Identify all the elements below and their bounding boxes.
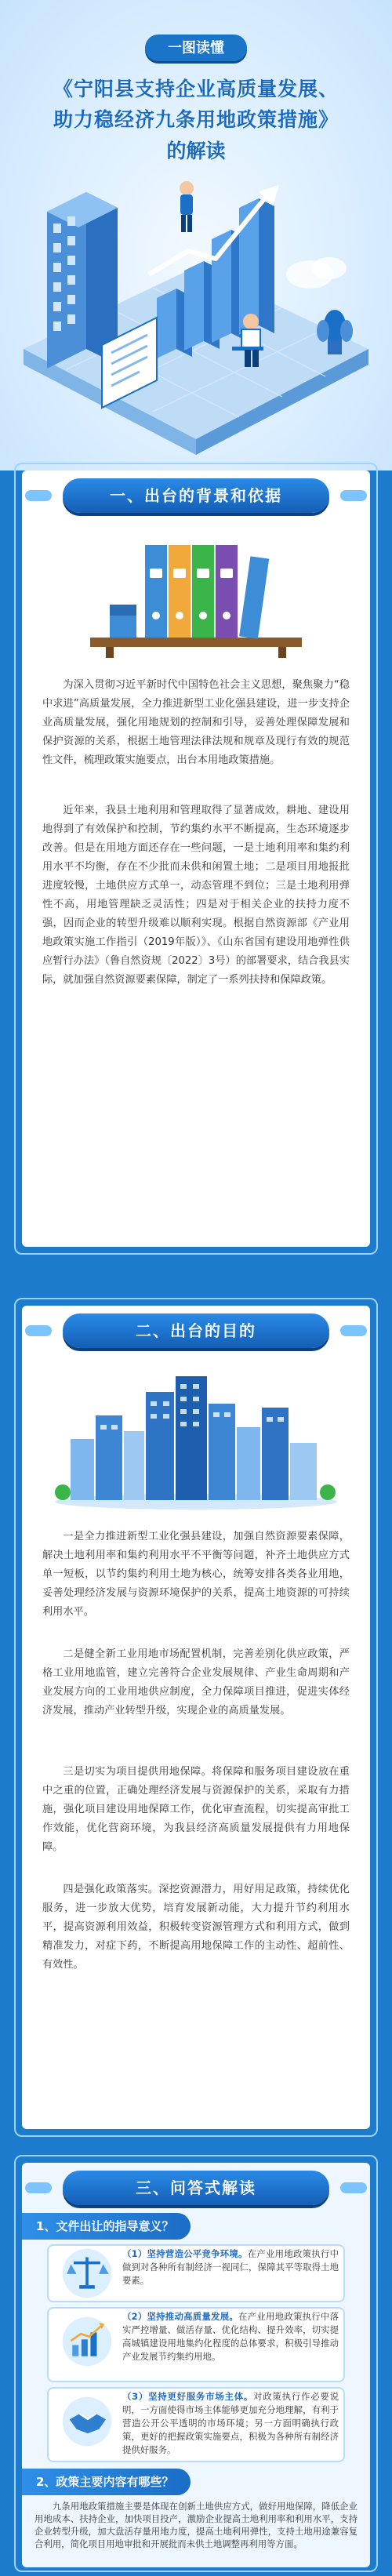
binder-green <box>192 545 214 638</box>
section-1-paragraph-1: 为深入贯彻习近平新时代中国特色社会主义思想，聚焦聚力“稳中求进”高质量发展，全力推进新型工业化强县建设，进一步支持企业高质量发展，强化用地规划的控制和引导，妥善处理保障发展和保护资源的关系，根据土地管理法律法规和规章及现行有效的规范性文件，梳理政策实施要点，出台本用地政策措施。 <box>42 679 350 766</box>
answer-card-1-title: （1）坚持营造公平竞争环境。 <box>122 2248 248 2259</box>
section-2-paragraph-1: 一是全力推进新型工业化强县建设，加强自然资源要素保障，解决土地利用率和集约利用水平不平衡等问题，补齐土地供应方式单一短板，以节约集约利用土地为核心，统筹安排各类各业用地，妥善处理经济发展与资源环境保护的关系，提高土地资源的可持续利用水平。 <box>42 1531 350 1618</box>
question-1-tag: 1、文件出让的指导意义？ <box>22 2213 191 2240</box>
question-2-tag: 2、政策主要内容有哪些？ <box>22 2469 191 2495</box>
section-2-paragraph-3: 三是切实为项目提供用地保障。将保障和服务项目建设放在重中之重的位置，正确处理经济发展与资源保护的关系，采取有力措施，强化项目建设用地保障工作，优化审查流程，切实提高审批工作效能，优化营商环境，为我县经济高质量发展提供有力用地保障。 <box>42 1766 350 1853</box>
section-3-heading: 三、问答式解读 <box>63 2171 329 2205</box>
section-2-heading: 二、出台的目的 <box>63 1313 329 1348</box>
hero-title-line-1: 《宁阳县支持企业高质量发展、 <box>53 78 339 100</box>
cloud-shape <box>286 257 347 289</box>
answer-card-3-body: 对政策执行作必要说明，一方面使得市场主体能够更加充分地理解，有利于营造公开公平透明的市场环境；另一方面明确执行政策，更好的把握政策实施要点，积极为各种所有制经济提供好服务。 <box>122 2391 339 2455</box>
binder-purple <box>216 545 238 638</box>
section-2-paragraph-4: 四是强化政策落实。深挖资源潜力，用好用足政策，持续优化服务，进一步放大优势，培育发展新动能，大力提升节约利用水平，提高资源利用效益，积极转变资源管理方式和利用方式，做到精准发力，对症下药，不断提高用地保障工作的主动性、超前性、有效性。 <box>42 1884 350 1971</box>
section-1-heading: 一、出台的背景和依据 <box>63 478 329 513</box>
hero-title <box>16 74 376 167</box>
growth-chart-icon <box>61 2316 113 2367</box>
question-2-answer: 九条用地政策措施主要是体现在创新土地供应方式，做好用地保障，降低企业用地成本、扶持企业，加快项目投产，激励企业提高土地利用率和利用水平，支持企业转型升级，加大盘活存量用地力度，提高土地利用弹性，支持土地用途兼容复合利用，简化项目用地审批和开展批而未供土地调整再利用等方面。 <box>34 2501 358 2549</box>
hero-title-line-2: 助力稳经济九条用地政策措施》 <box>53 108 339 131</box>
skyline-buildings <box>71 1376 317 1500</box>
hero-title-line-3: 的解读 <box>166 140 226 162</box>
hero-banner <box>0 0 392 471</box>
binder-orange <box>169 545 191 638</box>
section-1-paragraph-2: 近年来，我县土地利用和管理取得了显著成效，耕地、建设用地得到了有效保护和控制，节约集约水平不断提高，生态环境逐步改善。但是在用地方面还存在一些问题，一是土地利用率和集约利用水平不均衡，存在不少批而未供和闲置土地；二是项目用地报批进度较慢，土地供应方式单一，动态管理不到位；三是土地利用弹性不高，用地管理缺乏灵活性；四是对于相关企业的扶持力度不强，因而企业的转型升级难以顺利实现。根据自然资源部《产业用地政策实施工作指引（2019年版）》、《山东省国有建设用地弹性供应暂行办法》（鲁自然资规〔2022〕3号）的部署要求，结合我县实际，就加强自然资源要素保障，制定了一系列扶持和保障政策。 <box>42 805 350 986</box>
handshake-icon <box>61 2396 113 2447</box>
shelf-board <box>90 638 302 647</box>
hero-isometric-illustration <box>0 180 392 471</box>
answer-card-2-body: 在产业用地政策执行中落实严控增量、做活存量、优化结构、提升效率，切实提高城镇建设用地集约化程度的总体要求，积极引导推动产业发展节约集约用地。 <box>122 2311 339 2362</box>
binder-blue-1 <box>145 545 167 638</box>
answer-card-1-text <box>122 2247 339 2287</box>
hero-tag: 一图读懂 <box>145 35 247 61</box>
answer-card-1-body: 在产业用地政策执行中做到对各种所有制经济一视同仁，保障其平等取得土地要素。 <box>122 2248 339 2286</box>
answer-card-3-text <box>122 2390 339 2457</box>
city-skyline-illustration <box>39 1361 353 1513</box>
answer-card-2-title: （2）坚持推动高质量发展。 <box>122 2311 239 2322</box>
scale-balance-icon <box>61 2247 113 2299</box>
person-standing <box>180 181 194 232</box>
section-2-paragraph-2: 二是健全新工业用地市场配置机制，完善差别化供应政策，严格工业用地监管，建立完善符合企业发展规律、产业生命周期和产业发展方向的工业用地供应制度，全力保障项目推进，促进实体经济发展，推动产业转型升级，实现企业的高质量发展。 <box>42 1648 350 1717</box>
answer-card-2-text <box>122 2310 339 2363</box>
binder-blue-2 <box>239 556 269 638</box>
answer-card-3-title: （3）坚持更好服务市场主体。 <box>122 2391 254 2402</box>
book-lying <box>110 616 136 638</box>
bookshelf-illustration <box>90 529 302 659</box>
